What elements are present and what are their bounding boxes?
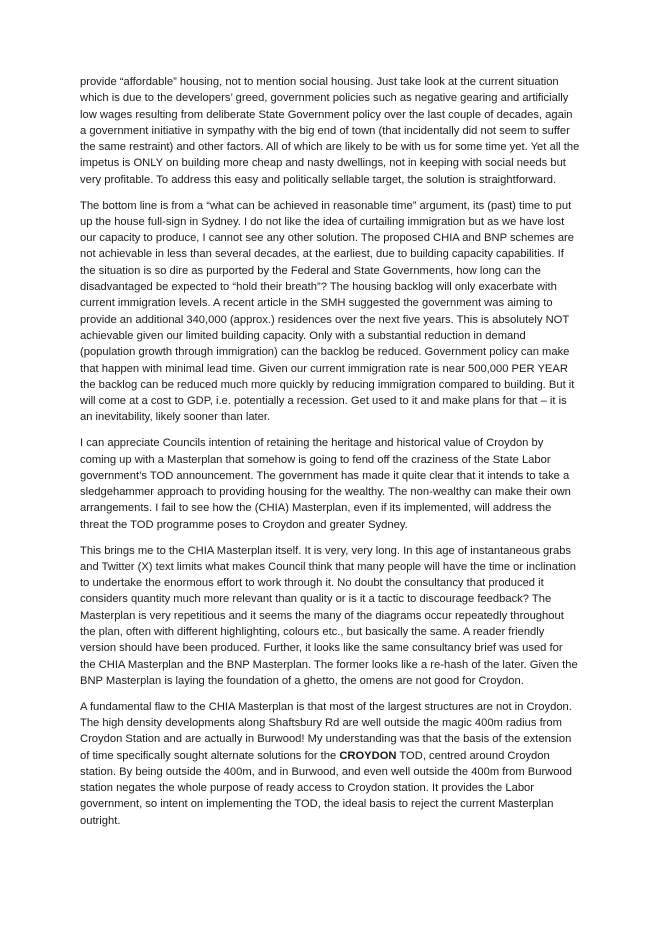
flaw-text-before: A fundamental flaw to the CHIA Masterplan is that most of the largest structures are not in Croydon. The high density developments along Shaftsbury Rd are well outside the magic 400m radius from Croydon Station and are actually in Burwood! My understanding was that the basis of the extension of time specifically sought alternate solutions for the [80, 700, 572, 762]
flaw-text-after: TOD, centred around Croydon station. By being outside the 400m, and in Burwood, and even well outside the 400m from Burwood station negates the whole purpose of ready access to Croydon station. It provides the Labor government, so intent on implementing the TOD, the ideal basis to reject the current Masterplan outright. [80, 749, 572, 827]
croydon-emphasis: CROYDON [339, 749, 397, 762]
paragraph-affordable-housing: provide “affordable” housing, not to mention social housing. Just take look at the current situation which is due to the developers’ greed, government policies such as negative gearing and artificially low wages resulting from deliberate State Government policy over the last couple of decades, again a government initiative in sympathy with the big end of town (that incidentally did not seem to suffer the same restraint) and other factors. All of which are likely to be with us for some time yet. Yet all the impetus is ONLY on building more cheap and nasty dwellings, not in keeping with social needs but very profitable. To address this easy and politically sellable target, the solution is straightforward. [80, 76, 580, 186]
document-page [80, 74, 580, 839]
paragraph-immigration-argument: The bottom line is from a “what can be achieved in reasonable time” argument, its (past) time to put up the house full-sign in Sydney. I do not like the idea of curtailing immigration but as we have lost our capacity to produce, I cannot see any other solution. The proposed CHIA and BNP schemes are not achievable in less than several decades, at the earliest, due to building capacity capabilities. If the situation is so dire as purported by the Federal and State Governments, how long can the disadvantaged be expected to “hold their breath”? The housing backlog will only exacerbate with current immigration levels. A recent article in the SMH suggested the government was aiming to provide an additional 340,000 (approx.) residences over the next five years. This is absolutely NOT achievable given our limited building capacity. Only with a substantial reduction in demand (population growth through immigration) can the backlog be reduced. Government policy can make that happen with minimal lead time. Given our current immigration rate is near 500,000 PER YEAR the backlog can be reduced much more quickly by reducing immigration compared to building. But it will come at a cost to GDP, i.e. potentially a recession. Get used to it and make plans for that – it is an inevitability, likely sooner than later. [80, 199, 575, 424]
paragraph-masterplan-length: This brings me to the CHIA Masterplan itself. It is very, very long. In this age of instantaneous grabs and Twitter (X) text limits what makes Council think that many people will have the time or inclination to undertake the enormous effort to work through it. No doubt the consultancy that produced it considers quantity much more relevant than quality or is it a tactic to discourage feedback? The Masterplan is very repetitious and it seems the many of the diagrams occur repeatedly throughout the plan, often with different highlighting, colours etc., but basically the same. A reader friendly version should have been produced. Further, it looks like the same consultancy brief was used for the CHIA Masterplan and the BNP Masterplan. The former looks like a re-hash of the later. Given the BNP Masterplan is laying the foundation of a ghetto, the omens are not good for Croydon. [80, 544, 578, 687]
paragraph-council-masterplan-intention: I can appreciate Councils intention of retaining the heritage and historical value of Croydon by coming up with a Masterplan that somehow is going to fend off the craziness of the State Labor government’s TOD announcement. The government has made it quite clear that it intends to take a sledgehammer approach to providing housing for the wealthy. The non-wealthy can make their own arrangements. I fail to see how the (CHIA) Masterplan, even if its implemented, will address the threat the TOD programme poses to Croydon and greater Sydney. [80, 437, 571, 531]
paragraph-fundamental-flaw [80, 699, 580, 829]
